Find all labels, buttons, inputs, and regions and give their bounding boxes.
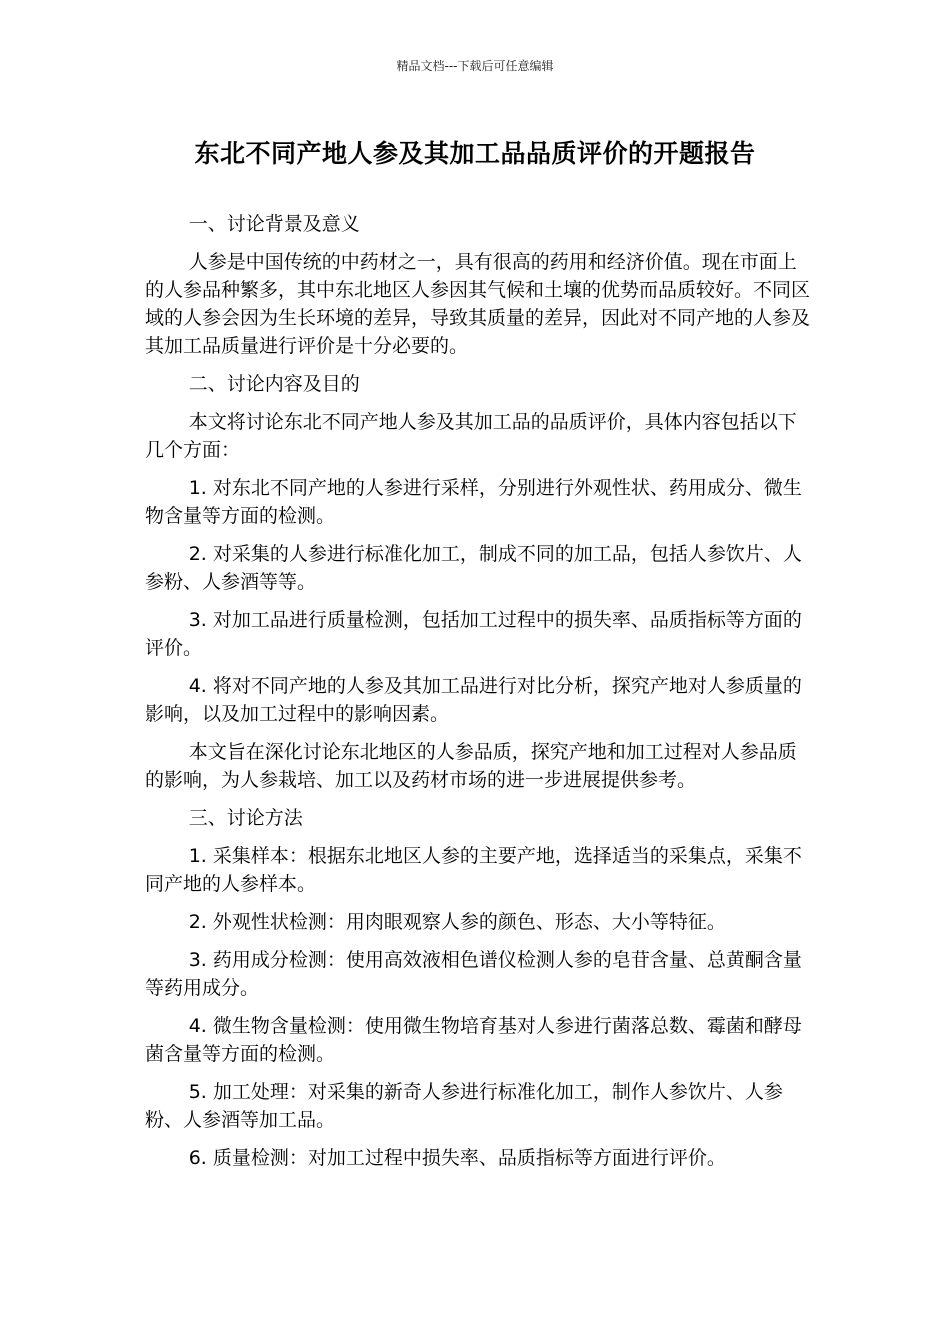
section-heading-methods: 三、讨论方法 [188, 807, 303, 829]
list-item-method-3: 3. 药用成分检测：使用高效液相色谱仪检测人参的皂苷含量、总黄酮含量等药用成分。 [145, 949, 802, 999]
paragraph-content-intro: 本文将讨论东北不同产地人参及其加工品的品质评价，具体内容包括以下几个方面： [145, 411, 797, 461]
list-item-content-1: 1. 对东北不同产地的人参进行采样，分别进行外观性状、药用成分、微生物含量等方面的检测。 [145, 477, 802, 527]
list-item-method-2: 2. 外观性状检测：用肉眼观察人参的颜色、形态、大小等特征。 [188, 911, 726, 933]
list-item-method-6: 6. 质量检测：对加工过程中损失率、品质指标等方面进行评价。 [188, 1147, 726, 1169]
paragraph-purpose: 本文旨在深化讨论东北地区的人参品质，探究产地和加工过程对人参品质的影响，为人参栽培、加工以及药材市场的进一步进展提供参考。 [145, 741, 797, 791]
list-item-method-5: 5. 加工处理：对采集的新奇人参进行标准化加工，制作人参饮片、人参粉、人参酒等加工品。 [145, 1081, 783, 1131]
section-heading-content: 二、讨论内容及目的 [188, 373, 360, 395]
list-item-content-2: 2. 对采集的人参进行标准化加工，制成不同的加工品，包括人参饮片、人参粉、人参酒等等。 [145, 543, 802, 593]
list-item-method-4: 4. 微生物含量检测：使用微生物培育基对人参进行菌落总数、霉菌和酵母菌含量等方面的检测。 [145, 1015, 802, 1065]
document-title: 东北不同产地人参及其加工品品质评价的开题报告 [194, 139, 756, 168]
paragraph-background: 人参是中国传统的中药材之一，具有很高的药用和经济价值。现在市面上的人参品种繁多，其中东北地区人参因其气候和土壤的优势而品质较好。不同区域的人参会因为生长环境的差异，导致其质量的差异，因此对不同产地的人参及其加工品质量进行评价是十分必要的。 [145, 251, 811, 357]
list-item-content-3: 3. 对加工品进行质量检测，包括加工过程中的损失率、品质指标等方面的评价。 [145, 609, 802, 659]
list-item-method-1: 1. 采集样本：根据东北地区人参的主要产地，选择适当的采集点，采集不同产地的人参样本。 [145, 845, 802, 895]
header-note: 精品文档---下载后可任意编辑 [396, 59, 554, 73]
document-body [145, 210, 810, 1182]
section-heading-background: 一、讨论背景及意义 [188, 213, 360, 235]
list-item-content-4: 4. 将对不同产地的人参及其加工品进行对比分析，探究产地对人参质量的影响，以及加工过程中的影响因素。 [145, 675, 802, 725]
